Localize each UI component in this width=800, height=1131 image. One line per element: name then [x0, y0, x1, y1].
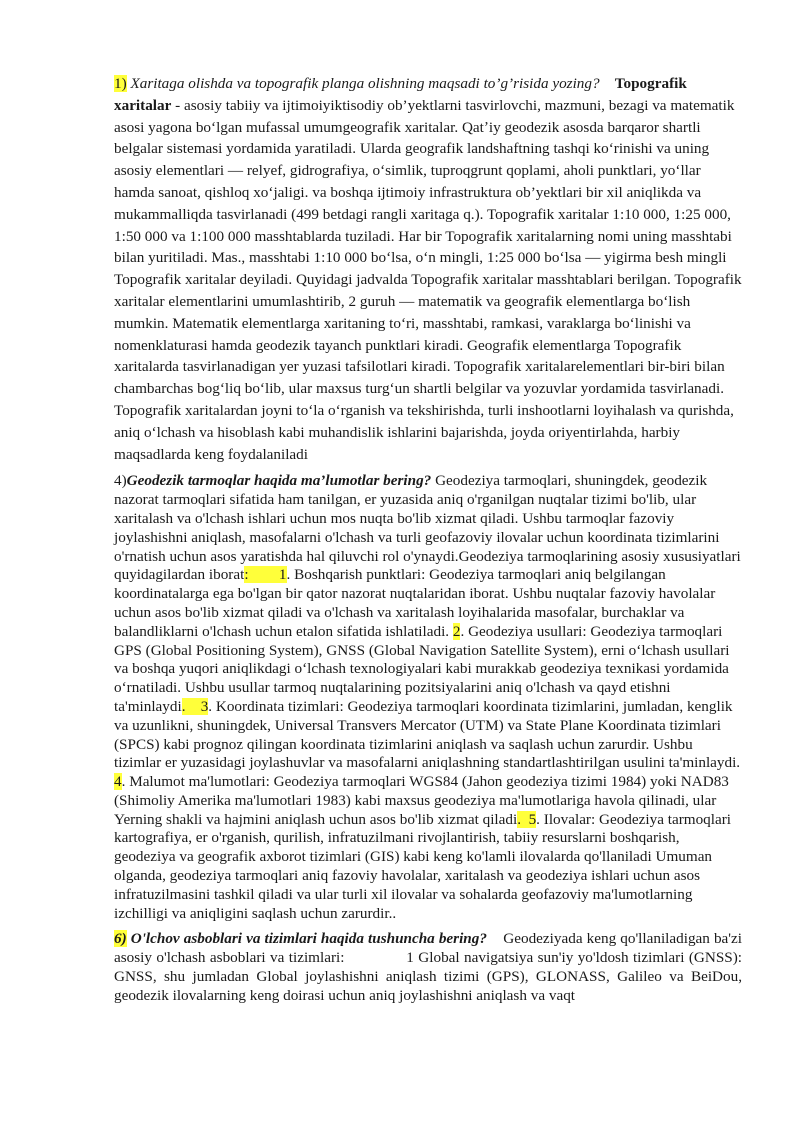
answer-4-item-5: . Ilovalar: Geodeziya tarmoqlari kartografiya, er o'rganish, qurilish, infratuzilmani rivojlantirish, tabiiy resurslarni boshqarish, geodeziya va geografik axborot tizimlari (GIS) kabi keng ko'lamli ilovalarda qo'llaniladi Umuman olganda, geodeziya tarmoqlari aniq fazoviy havolalar, xaritalash va geodeziya ishlari uchun asos infratuzilmasini tashkil qiladi va ular turli xil ilovalar va sohalarda geofazoviy ma'lumotlarning izchilligi va aniqligini saqlash uchun zarurdir.. — [114, 810, 731, 922]
question-number-4: 4) — [114, 472, 127, 490]
highlight-item-2: 2 — [452, 622, 461, 640]
paragraph-geodetic-networks — [114, 472, 742, 923]
answer-6-text: Geodeziyada keng qo'llaniladigan ba'zi asosiy o'lchash asboblari va tizimlari: 1 Global navigatsiya sun'iy yo'ldosh tizimlari (GNSS): GNSS, shu jumladan Global joylashishni aniqlash tizimi (GPS), GLONASS, Galileo va BeiDou, geodezik ilovalarning keng doirasi uchun aniq joylashishni aniqlash va vaqt — [114, 930, 746, 1004]
question-4-text: Geodezik tarmoqlar haqida ma’lumotlar bering? — [126, 472, 432, 490]
answer-4-intro: Geodeziya tarmoqlari, shuningdek, geodezik nazorat tarmoqlari sifatida ham tanilgan, er yuzasida aniq o'rganilgan nuqtalar tizimi bo'lib, ular xaritalash va o'lchash ishlari uchun mos nuqta bo'lib xizmat qiladi. Ushbu tarmoqlar fazoviy joylashishni aniqlash, masofalarni o'lchash va turli geofazoviy ilovalar uchun koordinata tizimlarini o'rnatish uchun asos yaratishda hal qiluvchi rol o'ynaydi.Geodeziya tarmoqlarining asosiy xususiyatlari quyidagilardan iborat — [114, 472, 741, 584]
highlight-item-3: . 3 — [181, 697, 209, 715]
highlight-item-5: . 5 — [517, 810, 537, 828]
term-topographic-maps: Topografik xaritalar — [114, 75, 687, 114]
answer-4-item-3: . Koordinata tizimlari: Geodeziya tarmoqlari koordinata tizimlarini, jumladan, kenglik va uzunlikni, shuningdek, Universal Transvers Mercator (UTM) va State Plane Koordinata tizimlari (SPCS) kabi prognoz qilingan koordinata tizimlarini aniqlash va saqlash uchun zarurdir. Ushbu tizimlar er yuzasidagi joylashuvlar va masofalarni aniqlashning standartlashtirilgan usulini ta'minlaydi. — [114, 697, 741, 772]
paragraph-topographic-maps — [114, 73, 742, 465]
question-number-6: 6) — [114, 930, 127, 948]
answer-4-item-4: . Malumot ma'lumotlari: Geodeziya tarmoqlari WGS84 (Jahon geodeziya tizimi 1984) yoki NAD83 (Shimoliy Amerika ma'lumotlari 1983) kabi maxsus geodeziya ma'lumotlariga havola qilinadi, ular Yerning shakli va hajmini aniqlash uchun asos bo'lib xizmat qiladi — [114, 773, 729, 828]
answer-4-item-2: . Geodeziya usullari: Geodeziya tarmoqlari GPS (Global Positioning System), GNSS (Global Navigation Satellite System), erni o‘lchash usullari va boshqa yuqori aniqlikdagi o‘lchash texnologiyalari kabi murakkab geodeziya texnikasi yordamida o‘rnatiladi. Ushbu usullar tarmoq nuqtalarining pozitsiyalarini aniq o'lchash va qayd etishni ta'minlaydi — [114, 622, 730, 715]
paragraph-measuring-instruments — [114, 930, 746, 1005]
question-number-1: 1) — [114, 75, 127, 92]
highlight-item-1: : 1 — [244, 566, 287, 584]
answer-4-item-1: . Boshqarish punktlari: Geodeziya tarmoqlari aniq belgilangan koordinatalarga ega bo'lgan bir qator nazorat nuqtalaridan iborat. Ushbu nuqtalar fazoviy havolalar uchun asos bo'lib xizmat qiladi va o'lchash va xaritalash loyihalarida masofalar, burchaklar va balandliklarni o'lchash uchun etalon sifatida ishlatiladi. — [114, 566, 716, 640]
document-page — [114, 73, 746, 1006]
question-1-text: Xaritaga olishda va topografik planga olishning maqsadi to’g’risida yozing? — [126, 75, 600, 92]
highlight-item-4: 4 — [114, 773, 122, 791]
answer-1-text: - asosiy tabiiy va ijtimoiyiktisodiy ob’yektlarni tasvirlovchi, mazmuni, bezagi va matematik asosi yagona boʻlgan mufassal umumgeografik xaritalar. Qatʼiy geodezik asosda barqaror shartli belgalar sistemasi yordamida yaratiladi. Ularda geografik landshaftning tashqi koʻrinishi va uning asosiy elementlari — relyef, gidrografiya, oʻsimlik, tuproqgrunt qoplami, aholi punktlari, yoʻllar hamda sanoat, qishloq xoʻjaligi. va boshqa ijtimoiy infrastruktura ob’yektlari bir xil aniqlikda va mukammalliqda tasvirlanadi (499 betdagi rangli xaritaga q.). Topografik xaritalar 1:10 000, 1:25 000, 1:50 000 va 1:100 000 masshtablarda tuziladi. Har bir Topografik xaritalarning nomi uning masshtabi bilan yuritiladi. Mas., masshtabi 1:10 000 boʻlsa, oʻn mingli, 1:25 000 boʻlsa — yigirma besh mingli Topografik xaritalar deyiladi. Quyidagi jadvalda Topografik xaritalar masshtablari berilgan. Topografik xaritalar elementlarini umumlashtirib, 2 guruh — matematik va geografik elementlarga boʻlish mumkin. Matematik elementlarga xaritaning toʻri, masshtabi, ramkasi, varaklarga boʻlinishi va nomenklaturasi hamda geodezik tayanch punktlari kiradi. Geografik elementlarga Topografik xaritalarda tasvirlanadigan yer yuzasi tafsilotlari kiradi. Topografik xaritalarelementlari bir-biri bilan chambarchas bogʻliq boʻlib, ular maxsus turgʻun shartli belgilar va yozuvlar yordamida tasvirlanadi. Topografik xaritalardan joyni toʻla oʻrganish va tekshirishda, turli inshootlarni loyihalash va qurishda, aniq oʻlchash va hisoblash kabi muhandislik ishlarini bajarishda, joyda oriyentirlahda, harbiy maqsadlarda keng foydalaniladi — [114, 96, 742, 463]
question-6-text: O'lchov asboblari va tizimlari haqida tushuncha bering? — [126, 930, 487, 948]
